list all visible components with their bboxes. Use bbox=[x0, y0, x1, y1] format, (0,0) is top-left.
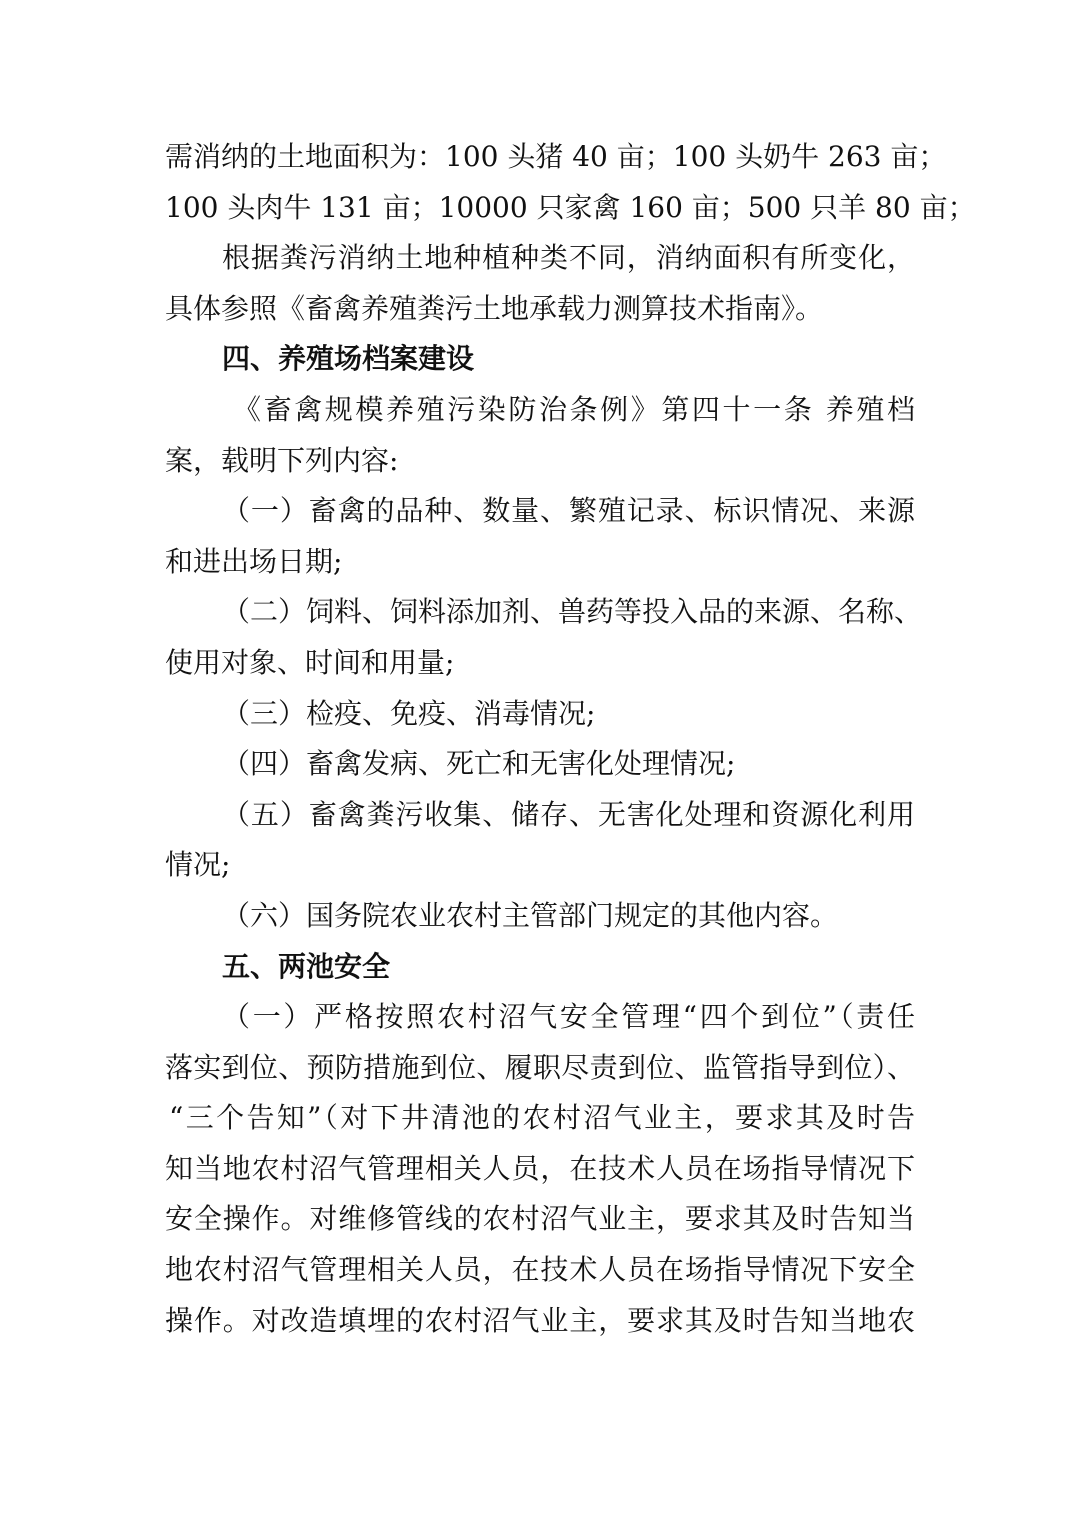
text-line-16: （六）国务院农业农村主管部门规定的其他内容。 bbox=[222, 898, 839, 932]
text-line-12: （三）检疫、免疫、消毒情况; bbox=[222, 696, 596, 730]
text-line-11: 使用对象、时间和用量; bbox=[165, 645, 455, 679]
text-line-18: （一）严格按照农村沼气安全管理“四个到位”（责任 bbox=[222, 1000, 915, 1034]
section-heading-archives: 四、养殖场档案建设 bbox=[222, 342, 475, 376]
text-line-20: “三个告知”（对下井清池的农村沼气业主，要求其及时告 bbox=[169, 1101, 915, 1135]
text-line-13: （四）畜禽发病、死亡和无害化处理情况; bbox=[222, 747, 736, 781]
text-line-24: 操作。对改造填埋的农村沼气业主，要求其及时告知当地农 bbox=[165, 1303, 915, 1337]
text-line-8: （一）畜禽的品种、数量、繁殖记录、标识情况、来源 bbox=[222, 494, 915, 528]
text-line-22: 安全操作。对维修管线的农村沼气业主，要求其及时告知当 bbox=[165, 1202, 915, 1236]
text-line-19: 落实到位、预防措施到位、履职尽责到位、监管指导到位）、 bbox=[165, 1050, 915, 1084]
text-line-15: 情况; bbox=[165, 848, 231, 882]
text-line-7: 案，载明下列内容: bbox=[165, 443, 399, 477]
text-line-4: 具体参照《畜禽养殖粪污土地承载力测算技术指南》。 bbox=[165, 291, 824, 325]
text-line-1: 需消纳的土地面积为：100 头猪 40 亩；100 头奶牛 263 亩； bbox=[165, 140, 947, 173]
text-line-3: 根据粪污消纳土地种植种类不同，消纳面积有所变化， bbox=[222, 241, 915, 275]
text-line-2: 100 头肉牛 131 亩；10000 只家禽 160 亩；500 只羊 80 亩； bbox=[165, 190, 976, 224]
text-line-21: 知当地农村沼气管理相关人员，在技术人员在场指导情况下 bbox=[165, 1151, 915, 1185]
text-line-14: （五）畜禽粪污收集、储存、无害化处理和资源化利用 bbox=[222, 797, 915, 831]
section-heading-two-pools: 五、两池安全 bbox=[222, 949, 391, 983]
text-line-9: 和进出场日期; bbox=[165, 544, 343, 578]
document-body bbox=[165, 132, 976, 1346]
text-line-6: 《畜禽规模养殖污染防治条例》第四十一条 养殖档 bbox=[233, 392, 915, 426]
text-line-10: （二）饲料、饲料添加剂、兽药等投入品的来源、名称、 bbox=[222, 595, 923, 629]
text-line-23: 地农村沼气管理相关人员，在技术人员在场指导情况下安全 bbox=[165, 1253, 915, 1287]
